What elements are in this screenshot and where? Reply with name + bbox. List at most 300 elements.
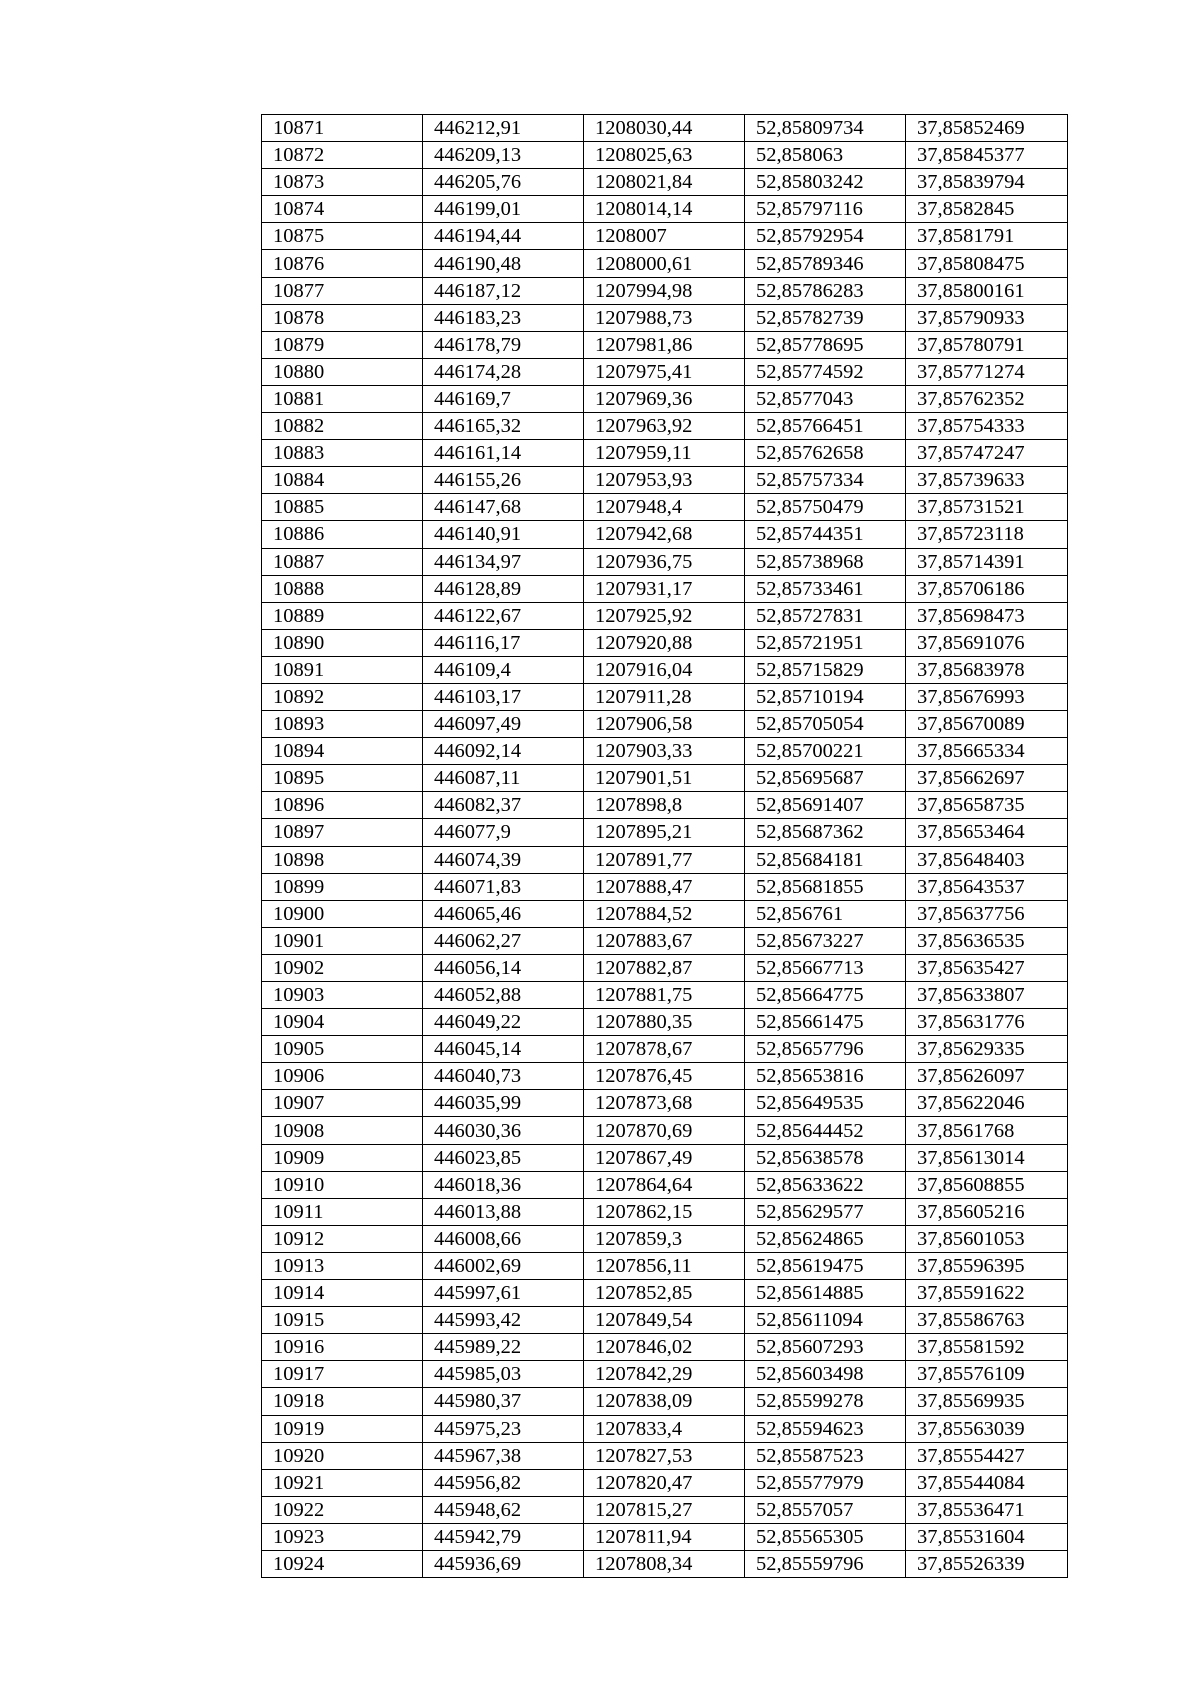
table-row <box>262 196 1068 223</box>
x-coordinate-cell: 446128,89 <box>423 575 584 602</box>
x-coordinate-cell: 446074,39 <box>423 846 584 873</box>
table-row <box>262 1225 1068 1252</box>
latitude-cell: 52,85687362 <box>745 819 906 846</box>
longitude-cell: 37,85636535 <box>906 927 1068 954</box>
x-coordinate-cell: 445989,22 <box>423 1334 584 1361</box>
y-coordinate-cell: 1208025,63 <box>584 142 745 169</box>
x-coordinate-cell: 446062,27 <box>423 927 584 954</box>
latitude-cell: 52,85587523 <box>745 1442 906 1469</box>
y-coordinate-cell: 1207920,88 <box>584 629 745 656</box>
point-number-cell: 10904 <box>262 1009 423 1036</box>
y-coordinate-cell: 1207849,54 <box>584 1307 745 1334</box>
longitude-cell: 37,85731521 <box>906 494 1068 521</box>
longitude-cell: 37,85643537 <box>906 873 1068 900</box>
latitude-cell: 52,85803242 <box>745 169 906 196</box>
point-number-cell: 10875 <box>262 223 423 250</box>
longitude-cell: 37,85658735 <box>906 792 1068 819</box>
latitude-cell: 52,85565305 <box>745 1523 906 1550</box>
x-coordinate-cell: 446140,91 <box>423 521 584 548</box>
x-coordinate-cell: 446116,17 <box>423 629 584 656</box>
point-number-cell: 10877 <box>262 277 423 304</box>
x-coordinate-cell: 445993,42 <box>423 1307 584 1334</box>
point-number-cell: 10910 <box>262 1171 423 1198</box>
point-number-cell: 10902 <box>262 954 423 981</box>
point-number-cell: 10899 <box>262 873 423 900</box>
y-coordinate-cell: 1207864,64 <box>584 1171 745 1198</box>
x-coordinate-cell: 445948,62 <box>423 1496 584 1523</box>
point-number-cell: 10923 <box>262 1523 423 1550</box>
latitude-cell: 52,85653816 <box>745 1063 906 1090</box>
table-row <box>262 873 1068 900</box>
longitude-cell: 37,85629335 <box>906 1036 1068 1063</box>
point-number-cell: 10882 <box>262 413 423 440</box>
point-number-cell: 10911 <box>262 1198 423 1225</box>
point-number-cell: 10906 <box>262 1063 423 1090</box>
latitude-cell: 52,85792954 <box>745 223 906 250</box>
latitude-cell: 52,85700221 <box>745 738 906 765</box>
point-number-cell: 10919 <box>262 1415 423 1442</box>
x-coordinate-cell: 446035,99 <box>423 1090 584 1117</box>
longitude-cell: 37,85739633 <box>906 467 1068 494</box>
x-coordinate-cell: 446209,13 <box>423 142 584 169</box>
y-coordinate-cell: 1207988,73 <box>584 304 745 331</box>
longitude-cell: 37,85635427 <box>906 954 1068 981</box>
longitude-cell: 37,85544084 <box>906 1469 1068 1496</box>
y-coordinate-cell: 1208007 <box>584 223 745 250</box>
point-number-cell: 10924 <box>262 1550 423 1577</box>
latitude-cell: 52,858063 <box>745 142 906 169</box>
latitude-cell: 52,85762658 <box>745 440 906 467</box>
y-coordinate-cell: 1207883,67 <box>584 927 745 954</box>
table-row <box>262 277 1068 304</box>
y-coordinate-cell: 1207942,68 <box>584 521 745 548</box>
table-row <box>262 223 1068 250</box>
point-number-cell: 10890 <box>262 629 423 656</box>
table-row <box>262 304 1068 331</box>
longitude-cell: 37,8582845 <box>906 196 1068 223</box>
x-coordinate-cell: 446134,97 <box>423 548 584 575</box>
latitude-cell: 52,8577043 <box>745 385 906 412</box>
point-number-cell: 10885 <box>262 494 423 521</box>
table-row <box>262 521 1068 548</box>
table-row <box>262 982 1068 1009</box>
y-coordinate-cell: 1207903,33 <box>584 738 745 765</box>
y-coordinate-cell: 1207859,3 <box>584 1225 745 1252</box>
table-row <box>262 1252 1068 1279</box>
y-coordinate-cell: 1207975,41 <box>584 358 745 385</box>
x-coordinate-cell: 446103,17 <box>423 683 584 710</box>
x-coordinate-cell: 446147,68 <box>423 494 584 521</box>
point-number-cell: 10909 <box>262 1144 423 1171</box>
y-coordinate-cell: 1207948,4 <box>584 494 745 521</box>
longitude-cell: 37,85591622 <box>906 1280 1068 1307</box>
table-row <box>262 385 1068 412</box>
longitude-cell: 37,85839794 <box>906 169 1068 196</box>
y-coordinate-cell: 1207969,36 <box>584 385 745 412</box>
x-coordinate-cell: 446190,48 <box>423 250 584 277</box>
y-coordinate-cell: 1207884,52 <box>584 900 745 927</box>
y-coordinate-cell: 1208021,84 <box>584 169 745 196</box>
point-number-cell: 10889 <box>262 602 423 629</box>
longitude-cell: 37,85569935 <box>906 1388 1068 1415</box>
x-coordinate-cell: 446109,4 <box>423 656 584 683</box>
latitude-cell: 52,85638578 <box>745 1144 906 1171</box>
longitude-cell: 37,85676993 <box>906 683 1068 710</box>
y-coordinate-cell: 1207867,49 <box>584 1144 745 1171</box>
y-coordinate-cell: 1207891,77 <box>584 846 745 873</box>
longitude-cell: 37,85608855 <box>906 1171 1068 1198</box>
point-number-cell: 10905 <box>262 1036 423 1063</box>
longitude-cell: 37,85747247 <box>906 440 1068 467</box>
x-coordinate-cell: 446052,88 <box>423 982 584 1009</box>
longitude-cell: 37,85723118 <box>906 521 1068 548</box>
point-number-cell: 10900 <box>262 900 423 927</box>
table-row <box>262 1361 1068 1388</box>
x-coordinate-cell: 446161,14 <box>423 440 584 467</box>
latitude-cell: 52,85594623 <box>745 1415 906 1442</box>
table-row <box>262 1036 1068 1063</box>
y-coordinate-cell: 1208014,14 <box>584 196 745 223</box>
point-number-cell: 10913 <box>262 1252 423 1279</box>
y-coordinate-cell: 1207981,86 <box>584 331 745 358</box>
y-coordinate-cell: 1207959,11 <box>584 440 745 467</box>
y-coordinate-cell: 1207846,02 <box>584 1334 745 1361</box>
y-coordinate-cell: 1207881,75 <box>584 982 745 1009</box>
latitude-cell: 52,85624865 <box>745 1225 906 1252</box>
x-coordinate-cell: 446049,22 <box>423 1009 584 1036</box>
x-coordinate-cell: 446045,14 <box>423 1036 584 1063</box>
point-number-cell: 10914 <box>262 1280 423 1307</box>
longitude-cell: 37,85648403 <box>906 846 1068 873</box>
table-row <box>262 1198 1068 1225</box>
point-number-cell: 10873 <box>262 169 423 196</box>
longitude-cell: 37,85631776 <box>906 1009 1068 1036</box>
longitude-cell: 37,85637756 <box>906 900 1068 927</box>
table-row <box>262 358 1068 385</box>
latitude-cell: 52,85789346 <box>745 250 906 277</box>
table-row <box>262 494 1068 521</box>
table-row <box>262 683 1068 710</box>
point-number-cell: 10912 <box>262 1225 423 1252</box>
point-number-cell: 10886 <box>262 521 423 548</box>
x-coordinate-cell: 446187,12 <box>423 277 584 304</box>
table-row <box>262 1090 1068 1117</box>
table-row <box>262 711 1068 738</box>
table-row <box>262 846 1068 873</box>
y-coordinate-cell: 1207811,94 <box>584 1523 745 1550</box>
y-coordinate-cell: 1207916,04 <box>584 656 745 683</box>
x-coordinate-cell: 446194,44 <box>423 223 584 250</box>
y-coordinate-cell: 1207953,93 <box>584 467 745 494</box>
latitude-cell: 52,85695687 <box>745 765 906 792</box>
longitude-cell: 37,85626097 <box>906 1063 1068 1090</box>
latitude-cell: 52,85797116 <box>745 196 906 223</box>
latitude-cell: 52,85614885 <box>745 1280 906 1307</box>
longitude-cell: 37,85790933 <box>906 304 1068 331</box>
table-row <box>262 1550 1068 1577</box>
table-row <box>262 954 1068 981</box>
point-number-cell: 10888 <box>262 575 423 602</box>
latitude-cell: 52,85774592 <box>745 358 906 385</box>
y-coordinate-cell: 1207838,09 <box>584 1388 745 1415</box>
y-coordinate-cell: 1207906,58 <box>584 711 745 738</box>
latitude-cell: 52,85733461 <box>745 575 906 602</box>
point-number-cell: 10871 <box>262 115 423 142</box>
longitude-cell: 37,85605216 <box>906 1198 1068 1225</box>
table-row <box>262 1144 1068 1171</box>
table-row <box>262 1388 1068 1415</box>
y-coordinate-cell: 1207815,27 <box>584 1496 745 1523</box>
latitude-cell: 52,85766451 <box>745 413 906 440</box>
latitude-cell: 52,856761 <box>745 900 906 927</box>
x-coordinate-cell: 446174,28 <box>423 358 584 385</box>
latitude-cell: 52,85757334 <box>745 467 906 494</box>
point-number-cell: 10879 <box>262 331 423 358</box>
table-row <box>262 1009 1068 1036</box>
table-row <box>262 1117 1068 1144</box>
longitude-cell: 37,85536471 <box>906 1496 1068 1523</box>
table-row <box>262 115 1068 142</box>
table-row <box>262 1334 1068 1361</box>
table-row <box>262 575 1068 602</box>
latitude-cell: 52,85629577 <box>745 1198 906 1225</box>
x-coordinate-cell: 446082,37 <box>423 792 584 819</box>
y-coordinate-cell: 1207882,87 <box>584 954 745 981</box>
x-coordinate-cell: 445975,23 <box>423 1415 584 1442</box>
y-coordinate-cell: 1208000,61 <box>584 250 745 277</box>
x-coordinate-cell: 446040,73 <box>423 1063 584 1090</box>
longitude-cell: 37,85665334 <box>906 738 1068 765</box>
point-number-cell: 10917 <box>262 1361 423 1388</box>
longitude-cell: 37,85808475 <box>906 250 1068 277</box>
longitude-cell: 37,85601053 <box>906 1225 1068 1252</box>
longitude-cell: 37,85670089 <box>906 711 1068 738</box>
y-coordinate-cell: 1207876,45 <box>584 1063 745 1090</box>
x-coordinate-cell: 446178,79 <box>423 331 584 358</box>
x-coordinate-cell: 445985,03 <box>423 1361 584 1388</box>
x-coordinate-cell: 446056,14 <box>423 954 584 981</box>
longitude-cell: 37,85714391 <box>906 548 1068 575</box>
table-row <box>262 250 1068 277</box>
point-number-cell: 10897 <box>262 819 423 846</box>
y-coordinate-cell: 1207808,34 <box>584 1550 745 1577</box>
table-row <box>262 738 1068 765</box>
point-number-cell: 10894 <box>262 738 423 765</box>
x-coordinate-cell: 446155,26 <box>423 467 584 494</box>
table-row <box>262 1442 1068 1469</box>
table-row <box>262 169 1068 196</box>
x-coordinate-cell: 446165,32 <box>423 413 584 440</box>
table-row <box>262 819 1068 846</box>
x-coordinate-cell: 445967,38 <box>423 1442 584 1469</box>
x-coordinate-cell: 446065,46 <box>423 900 584 927</box>
longitude-cell: 37,8581791 <box>906 223 1068 250</box>
longitude-cell: 37,85800161 <box>906 277 1068 304</box>
x-coordinate-cell: 445997,61 <box>423 1280 584 1307</box>
point-number-cell: 10922 <box>262 1496 423 1523</box>
table-row <box>262 900 1068 927</box>
latitude-cell: 52,85782739 <box>745 304 906 331</box>
point-number-cell: 10884 <box>262 467 423 494</box>
latitude-cell: 52,85715829 <box>745 656 906 683</box>
latitude-cell: 52,8557057 <box>745 1496 906 1523</box>
y-coordinate-cell: 1207870,69 <box>584 1117 745 1144</box>
x-coordinate-cell: 446212,91 <box>423 115 584 142</box>
y-coordinate-cell: 1207880,35 <box>584 1009 745 1036</box>
point-number-cell: 10887 <box>262 548 423 575</box>
x-coordinate-cell: 446092,14 <box>423 738 584 765</box>
table-row <box>262 792 1068 819</box>
latitude-cell: 52,85705054 <box>745 711 906 738</box>
table-row <box>262 331 1068 358</box>
table-row <box>262 765 1068 792</box>
longitude-cell: 37,85622046 <box>906 1090 1068 1117</box>
longitude-cell: 37,85683978 <box>906 656 1068 683</box>
latitude-cell: 52,85611094 <box>745 1307 906 1334</box>
table-row <box>262 548 1068 575</box>
point-number-cell: 10891 <box>262 656 423 683</box>
longitude-cell: 37,85706186 <box>906 575 1068 602</box>
longitude-cell: 37,85754333 <box>906 413 1068 440</box>
latitude-cell: 52,85778695 <box>745 331 906 358</box>
y-coordinate-cell: 1207936,75 <box>584 548 745 575</box>
point-number-cell: 10895 <box>262 765 423 792</box>
longitude-cell: 37,85576109 <box>906 1361 1068 1388</box>
longitude-cell: 37,85563039 <box>906 1415 1068 1442</box>
point-number-cell: 10892 <box>262 683 423 710</box>
table-row <box>262 656 1068 683</box>
x-coordinate-cell: 446013,88 <box>423 1198 584 1225</box>
table-row <box>262 440 1068 467</box>
longitude-cell: 37,85581592 <box>906 1334 1068 1361</box>
latitude-cell: 52,85721951 <box>745 629 906 656</box>
table-row <box>262 1496 1068 1523</box>
latitude-cell: 52,85809734 <box>745 115 906 142</box>
x-coordinate-cell: 446023,85 <box>423 1144 584 1171</box>
latitude-cell: 52,85577979 <box>745 1469 906 1496</box>
latitude-cell: 52,85727831 <box>745 602 906 629</box>
x-coordinate-cell: 445980,37 <box>423 1388 584 1415</box>
point-number-cell: 10896 <box>262 792 423 819</box>
x-coordinate-cell: 446008,66 <box>423 1225 584 1252</box>
y-coordinate-cell: 1207895,21 <box>584 819 745 846</box>
table-row <box>262 602 1068 629</box>
longitude-cell: 37,85662697 <box>906 765 1068 792</box>
x-coordinate-cell: 445936,69 <box>423 1550 584 1577</box>
longitude-cell: 37,85653464 <box>906 819 1068 846</box>
x-coordinate-cell: 446077,9 <box>423 819 584 846</box>
x-coordinate-cell: 446002,69 <box>423 1252 584 1279</box>
x-coordinate-cell: 446183,23 <box>423 304 584 331</box>
y-coordinate-cell: 1207842,29 <box>584 1361 745 1388</box>
x-coordinate-cell: 446169,7 <box>423 385 584 412</box>
latitude-cell: 52,85661475 <box>745 1009 906 1036</box>
latitude-cell: 52,85559796 <box>745 1550 906 1577</box>
latitude-cell: 52,85619475 <box>745 1252 906 1279</box>
point-number-cell: 10876 <box>262 250 423 277</box>
latitude-cell: 52,85667713 <box>745 954 906 981</box>
point-number-cell: 10915 <box>262 1307 423 1334</box>
point-number-cell: 10916 <box>262 1334 423 1361</box>
latitude-cell: 52,85633622 <box>745 1171 906 1198</box>
y-coordinate-cell: 1207901,51 <box>584 765 745 792</box>
y-coordinate-cell: 1207862,15 <box>584 1198 745 1225</box>
longitude-cell: 37,85633807 <box>906 982 1068 1009</box>
y-coordinate-cell: 1207963,92 <box>584 413 745 440</box>
y-coordinate-cell: 1207925,92 <box>584 602 745 629</box>
latitude-cell: 52,85681855 <box>745 873 906 900</box>
point-number-cell: 10920 <box>262 1442 423 1469</box>
point-number-cell: 10883 <box>262 440 423 467</box>
x-coordinate-cell: 445942,79 <box>423 1523 584 1550</box>
longitude-cell: 37,85780791 <box>906 331 1068 358</box>
y-coordinate-cell: 1207888,47 <box>584 873 745 900</box>
y-coordinate-cell: 1207827,53 <box>584 1442 745 1469</box>
y-coordinate-cell: 1207931,17 <box>584 575 745 602</box>
x-coordinate-cell: 446071,83 <box>423 873 584 900</box>
y-coordinate-cell: 1208030,44 <box>584 115 745 142</box>
point-number-cell: 10901 <box>262 927 423 954</box>
y-coordinate-cell: 1207820,47 <box>584 1469 745 1496</box>
table-row <box>262 629 1068 656</box>
x-coordinate-cell: 446087,11 <box>423 765 584 792</box>
y-coordinate-cell: 1207994,98 <box>584 277 745 304</box>
longitude-cell: 37,85852469 <box>906 115 1068 142</box>
longitude-cell: 37,85845377 <box>906 142 1068 169</box>
coordinates-table-body <box>262 115 1068 1578</box>
longitude-cell: 37,85526339 <box>906 1550 1068 1577</box>
latitude-cell: 52,85644452 <box>745 1117 906 1144</box>
point-number-cell: 10907 <box>262 1090 423 1117</box>
x-coordinate-cell: 446018,36 <box>423 1171 584 1198</box>
latitude-cell: 52,85691407 <box>745 792 906 819</box>
latitude-cell: 52,85710194 <box>745 683 906 710</box>
table-row <box>262 1280 1068 1307</box>
x-coordinate-cell: 446122,67 <box>423 602 584 629</box>
y-coordinate-cell: 1207911,28 <box>584 683 745 710</box>
table-row <box>262 1063 1068 1090</box>
table-row <box>262 1171 1068 1198</box>
table-row <box>262 1307 1068 1334</box>
point-number-cell: 10874 <box>262 196 423 223</box>
table-row <box>262 1523 1068 1550</box>
latitude-cell: 52,85786283 <box>745 277 906 304</box>
longitude-cell: 37,85531604 <box>906 1523 1068 1550</box>
point-number-cell: 10921 <box>262 1469 423 1496</box>
latitude-cell: 52,85738968 <box>745 548 906 575</box>
longitude-cell: 37,8561768 <box>906 1117 1068 1144</box>
latitude-cell: 52,85599278 <box>745 1388 906 1415</box>
point-number-cell: 10881 <box>262 385 423 412</box>
longitude-cell: 37,85691076 <box>906 629 1068 656</box>
point-number-cell: 10898 <box>262 846 423 873</box>
table-row <box>262 413 1068 440</box>
point-number-cell: 10918 <box>262 1388 423 1415</box>
latitude-cell: 52,85684181 <box>745 846 906 873</box>
latitude-cell: 52,85657796 <box>745 1036 906 1063</box>
y-coordinate-cell: 1207873,68 <box>584 1090 745 1117</box>
y-coordinate-cell: 1207878,67 <box>584 1036 745 1063</box>
point-number-cell: 10893 <box>262 711 423 738</box>
point-number-cell: 10872 <box>262 142 423 169</box>
latitude-cell: 52,85673227 <box>745 927 906 954</box>
longitude-cell: 37,85771274 <box>906 358 1068 385</box>
latitude-cell: 52,85603498 <box>745 1361 906 1388</box>
y-coordinate-cell: 1207833,4 <box>584 1415 745 1442</box>
x-coordinate-cell: 446097,49 <box>423 711 584 738</box>
point-number-cell: 10878 <box>262 304 423 331</box>
y-coordinate-cell: 1207856,11 <box>584 1252 745 1279</box>
